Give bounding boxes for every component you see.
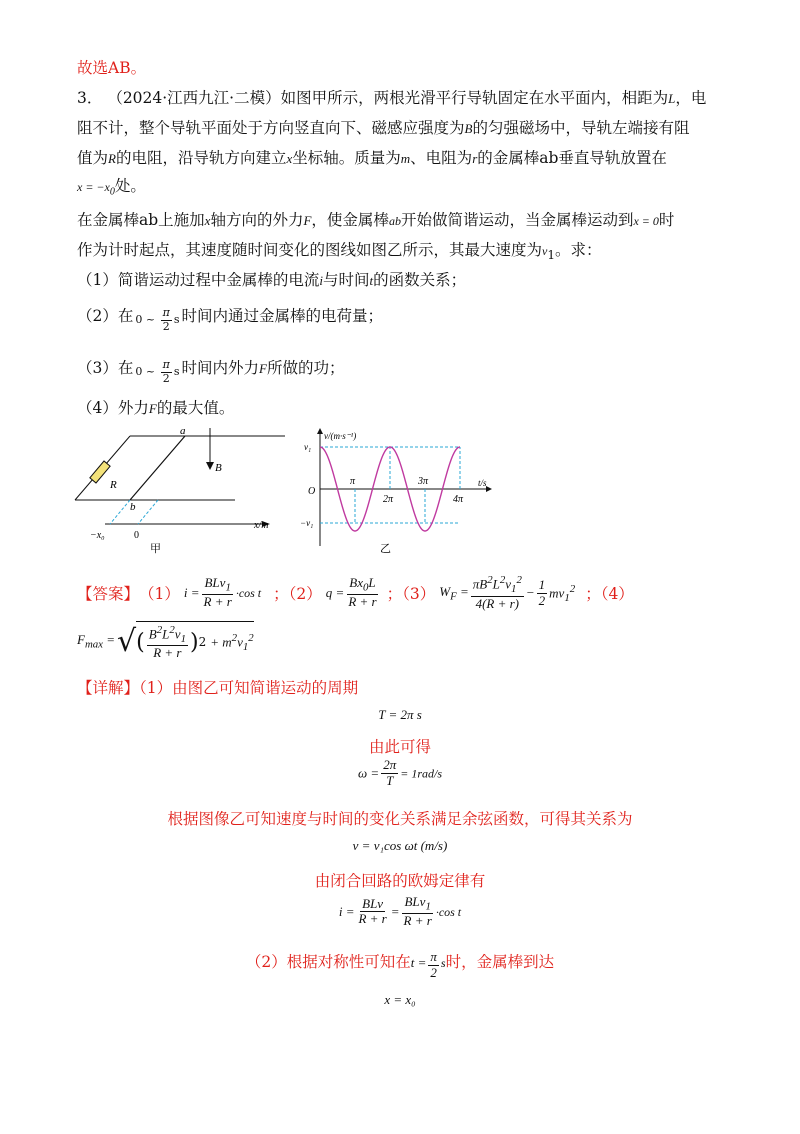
xlabel: t/s	[478, 478, 487, 488]
eq-period: T = 2π s	[378, 707, 422, 722]
problem-line-6: 作为计时起点，其速度随时间变化的图线如图乙所示，其最大速度为$v_1$。求：	[77, 241, 602, 263]
problem-line-1: 3． （2024·江西九江·二模）如图甲所示，两根光滑平行导轨固定在水平面内，相距为L，电	[77, 89, 707, 107]
question-3: （3）在 0 ~ $\frac{\pi}{2}$ s 时间内外力F所做的功；	[77, 357, 345, 385]
problem-line-3: 值为R的电阻，沿导轨方向建立x坐标轴。质量为m、电阻为r的金属棒ab垂直导轨放置在	[77, 149, 667, 167]
label-B: B	[215, 462, 222, 474]
problem-line-5: 在金属棒ab上施加x轴方向的外力F，使金属棒ab开始做简谐运动，当金属棒运动到x = 0时	[77, 211, 675, 229]
label-a: a	[180, 428, 186, 437]
detail-line-3: 根据图像乙可知速度与时间的变化关系满足余弦函数，可得其关系为	[167, 810, 633, 828]
detail-line-1: 【详解】（1）由图乙可知简谐运动的周期	[77, 679, 359, 697]
label-v1: v₁	[304, 442, 312, 452]
problem-source: （2024·江西九江·二模）	[107, 89, 281, 107]
label-neg-v1: −v₁	[300, 518, 314, 528]
detail-label: 【详解】	[77, 679, 140, 697]
figure-yi	[300, 428, 510, 558]
tick-2pi: 2π	[383, 494, 394, 505]
detail-line-5: （2）根据对称性可知在t = $\frac{\pi}{2}$ s时，金属棒到达	[245, 949, 555, 980]
previous-answer: 故选AB。	[77, 59, 147, 77]
ylabel: v/(m·s⁻¹)	[324, 431, 357, 441]
eq-position: x = x₀	[384, 992, 416, 1007]
detail-line-2: 由此可得	[368, 738, 431, 756]
figure-jia	[70, 428, 290, 558]
answer-line: 【答案】 （1） i = $\frac{BLv_1}{R + r}$ ·cos t ；（2） q = $\frac{Bx_0L}{R + r}$ ；（3） $W_F$ = $\frac{\pi B^2L^2v_1^2}{4(R + r)}$ − $\frac{1}{2}$ $mv_1^2$ ；（4）	[77, 574, 634, 611]
problem-line-4: $x = -x_0$处。	[77, 177, 146, 198]
tick-4pi: 4π	[453, 494, 464, 505]
caption-jia: 甲	[150, 543, 161, 555]
label-b: b	[130, 501, 136, 513]
question-1: （1）简谐运动过程中金属棒的电流i与时间t的函数关系；	[77, 271, 467, 289]
eq-velocity: v = v₁cos ωt (m/s)	[352, 838, 448, 853]
caption-yi: 乙	[380, 543, 391, 555]
question-2: （2）在 0 ~ $\frac{\pi}{2}$ s 时间内通过金属棒的电荷量；	[77, 305, 383, 333]
detail-line-4: 由闭合回路的欧姆定律有	[314, 872, 486, 890]
label-R: R	[110, 479, 117, 491]
eq-omega: ω = $\frac{2\pi}{T}$ = 1rad/s	[358, 757, 442, 788]
problem-line-2: 阻不计，整个导轨平面处于方向竖直向下、磁感应强度为B的匀强磁场中，导轨左端接有阻	[77, 119, 690, 137]
problem-number: 3．	[77, 89, 103, 107]
answer-label: 【答案】	[77, 585, 140, 603]
tick-pi: π	[350, 476, 356, 487]
question-4: （4）外力F的最大值。	[77, 399, 235, 417]
label-x0: −x₀	[90, 530, 105, 541]
label-origin: O	[308, 486, 316, 497]
answer-fmax: $F_{max}$ = √ ( $\frac{B^2L^2v_1}{R + r}$ ) 2 + $m^2v_1^2$	[77, 616, 254, 666]
tick-3pi: 3π	[418, 476, 429, 487]
label-0: 0	[134, 530, 139, 541]
label-x-axis: x/m	[254, 520, 269, 531]
eq-current: i = $\frac{\text{BLv}}{R + r}$ = $\frac{BLv_1}{R + r}$ ·cos t	[338, 894, 462, 929]
